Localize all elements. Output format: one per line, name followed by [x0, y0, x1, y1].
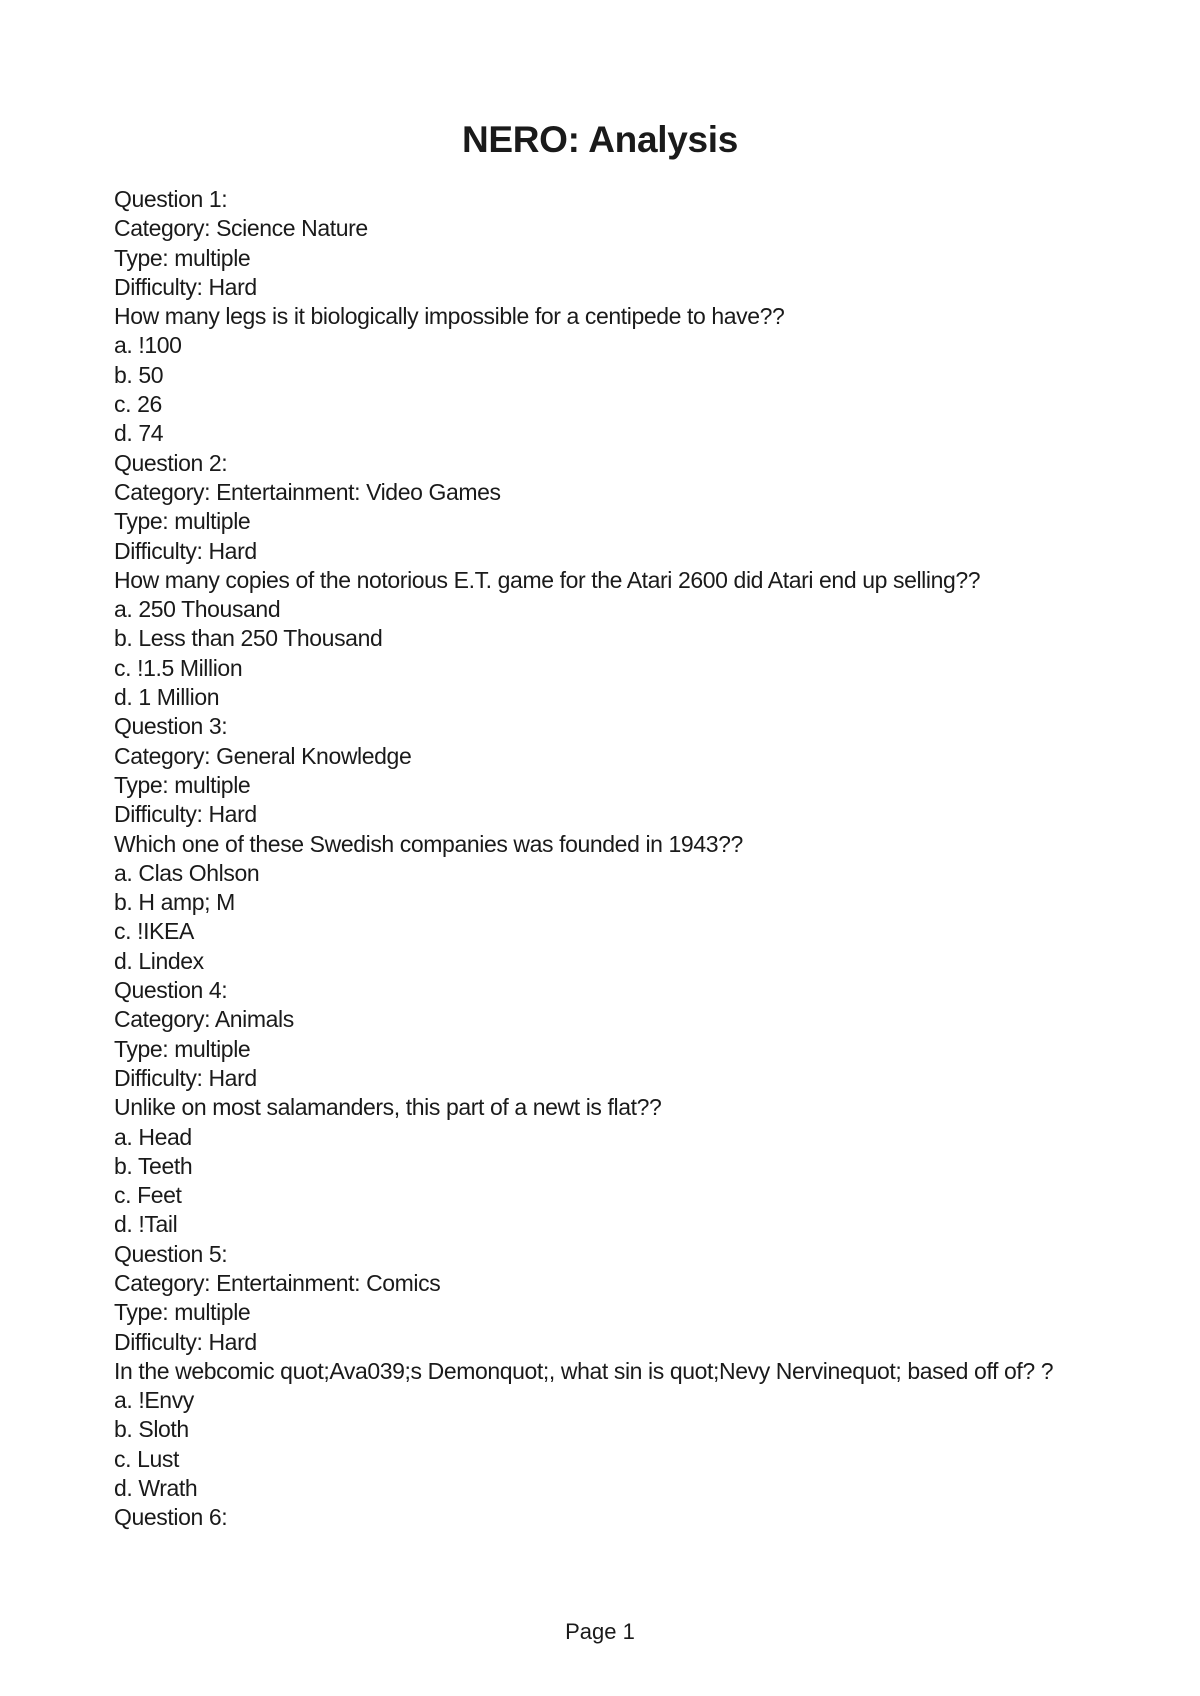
answer-option: b. H amp; M [114, 889, 235, 916]
answer-option: d. !Tail [114, 1211, 178, 1238]
question-category: Category: Animals [114, 1006, 294, 1033]
question-heading: Question 4: [114, 977, 228, 1004]
answer-option: c. !1.5 Million [114, 654, 243, 681]
question-block [114, 1503, 1094, 1532]
question-text: How many copies of the notorious E.T. game for the Atari 2600 did Atari end up selling?? [114, 566, 981, 593]
question-heading: Question 1: [114, 186, 228, 212]
answer-option: d. Wrath [114, 1475, 198, 1502]
answer-option: d. 74 [114, 420, 164, 447]
question-text: How many legs is it biologically impossible for a centipede to have?? [114, 303, 785, 330]
question-list [114, 185, 1094, 1533]
question-difficulty: Difficulty: Hard [114, 1064, 257, 1091]
answer-option: a. Head [114, 1123, 192, 1150]
answer-option: d. Lindex [114, 947, 204, 974]
answer-option: a. !100 [114, 332, 182, 359]
page-number: Page 1 [565, 1619, 635, 1644]
question-category: Category: General Knowledge [114, 742, 412, 769]
answer-option: b. Teeth [114, 1152, 193, 1179]
question-difficulty: Difficulty: Hard [114, 537, 257, 564]
question-difficulty: Difficulty: Hard [114, 1328, 257, 1355]
question-category: Category: Science Nature [114, 215, 368, 242]
question-category: Category: Entertainment: Video Games [114, 478, 501, 505]
question-block [114, 1240, 1094, 1504]
question-text: Unlike on most salamanders, this part of a newt is flat?? [114, 1094, 662, 1121]
question-text: Which one of these Swedish companies was founded in 1943?? [114, 830, 743, 857]
answer-option: d. 1 Million [114, 684, 220, 711]
answer-option: c. 26 [114, 391, 162, 418]
question-heading: Question 5: [114, 1240, 228, 1267]
question-heading: Question 3: [114, 713, 228, 740]
question-category: Category: Entertainment: Comics [114, 1269, 441, 1296]
question-difficulty: Difficulty: Hard [114, 273, 257, 300]
question-block [114, 449, 1094, 713]
answer-option: a. 250 Thousand [114, 596, 281, 623]
answer-option: c. Feet [114, 1182, 182, 1209]
answer-option: c. !IKEA [114, 918, 194, 945]
question-text: In the webcomic quot;Ava039;s Demonquot;, what sin is quot;Nevy Nervinequot; based off of? ? [114, 1357, 1054, 1384]
question-difficulty: Difficulty: Hard [114, 801, 257, 828]
answer-option: b. Sloth [114, 1416, 189, 1443]
question-type: Type: multiple [114, 1299, 251, 1326]
question-heading: Question 2: [114, 449, 228, 476]
question-type: Type: multiple [114, 508, 251, 535]
document-title: NERO: Analysis [461, 119, 739, 160]
answer-option: b. 50 [114, 361, 164, 388]
question-type: Type: multiple [114, 771, 251, 798]
question-type: Type: multiple [114, 244, 251, 271]
answer-option: c. Lust [114, 1445, 179, 1472]
question-block [114, 712, 1094, 976]
question-heading: Question 6: [114, 1504, 228, 1531]
answer-option: b. Less than 250 Thousand [114, 625, 383, 652]
answer-option: a. Clas Ohlson [114, 859, 260, 886]
question-block [114, 976, 1094, 1240]
question-type: Type: multiple [114, 1035, 251, 1062]
question-block [114, 185, 1094, 449]
answer-option: a. !Envy [114, 1387, 194, 1414]
